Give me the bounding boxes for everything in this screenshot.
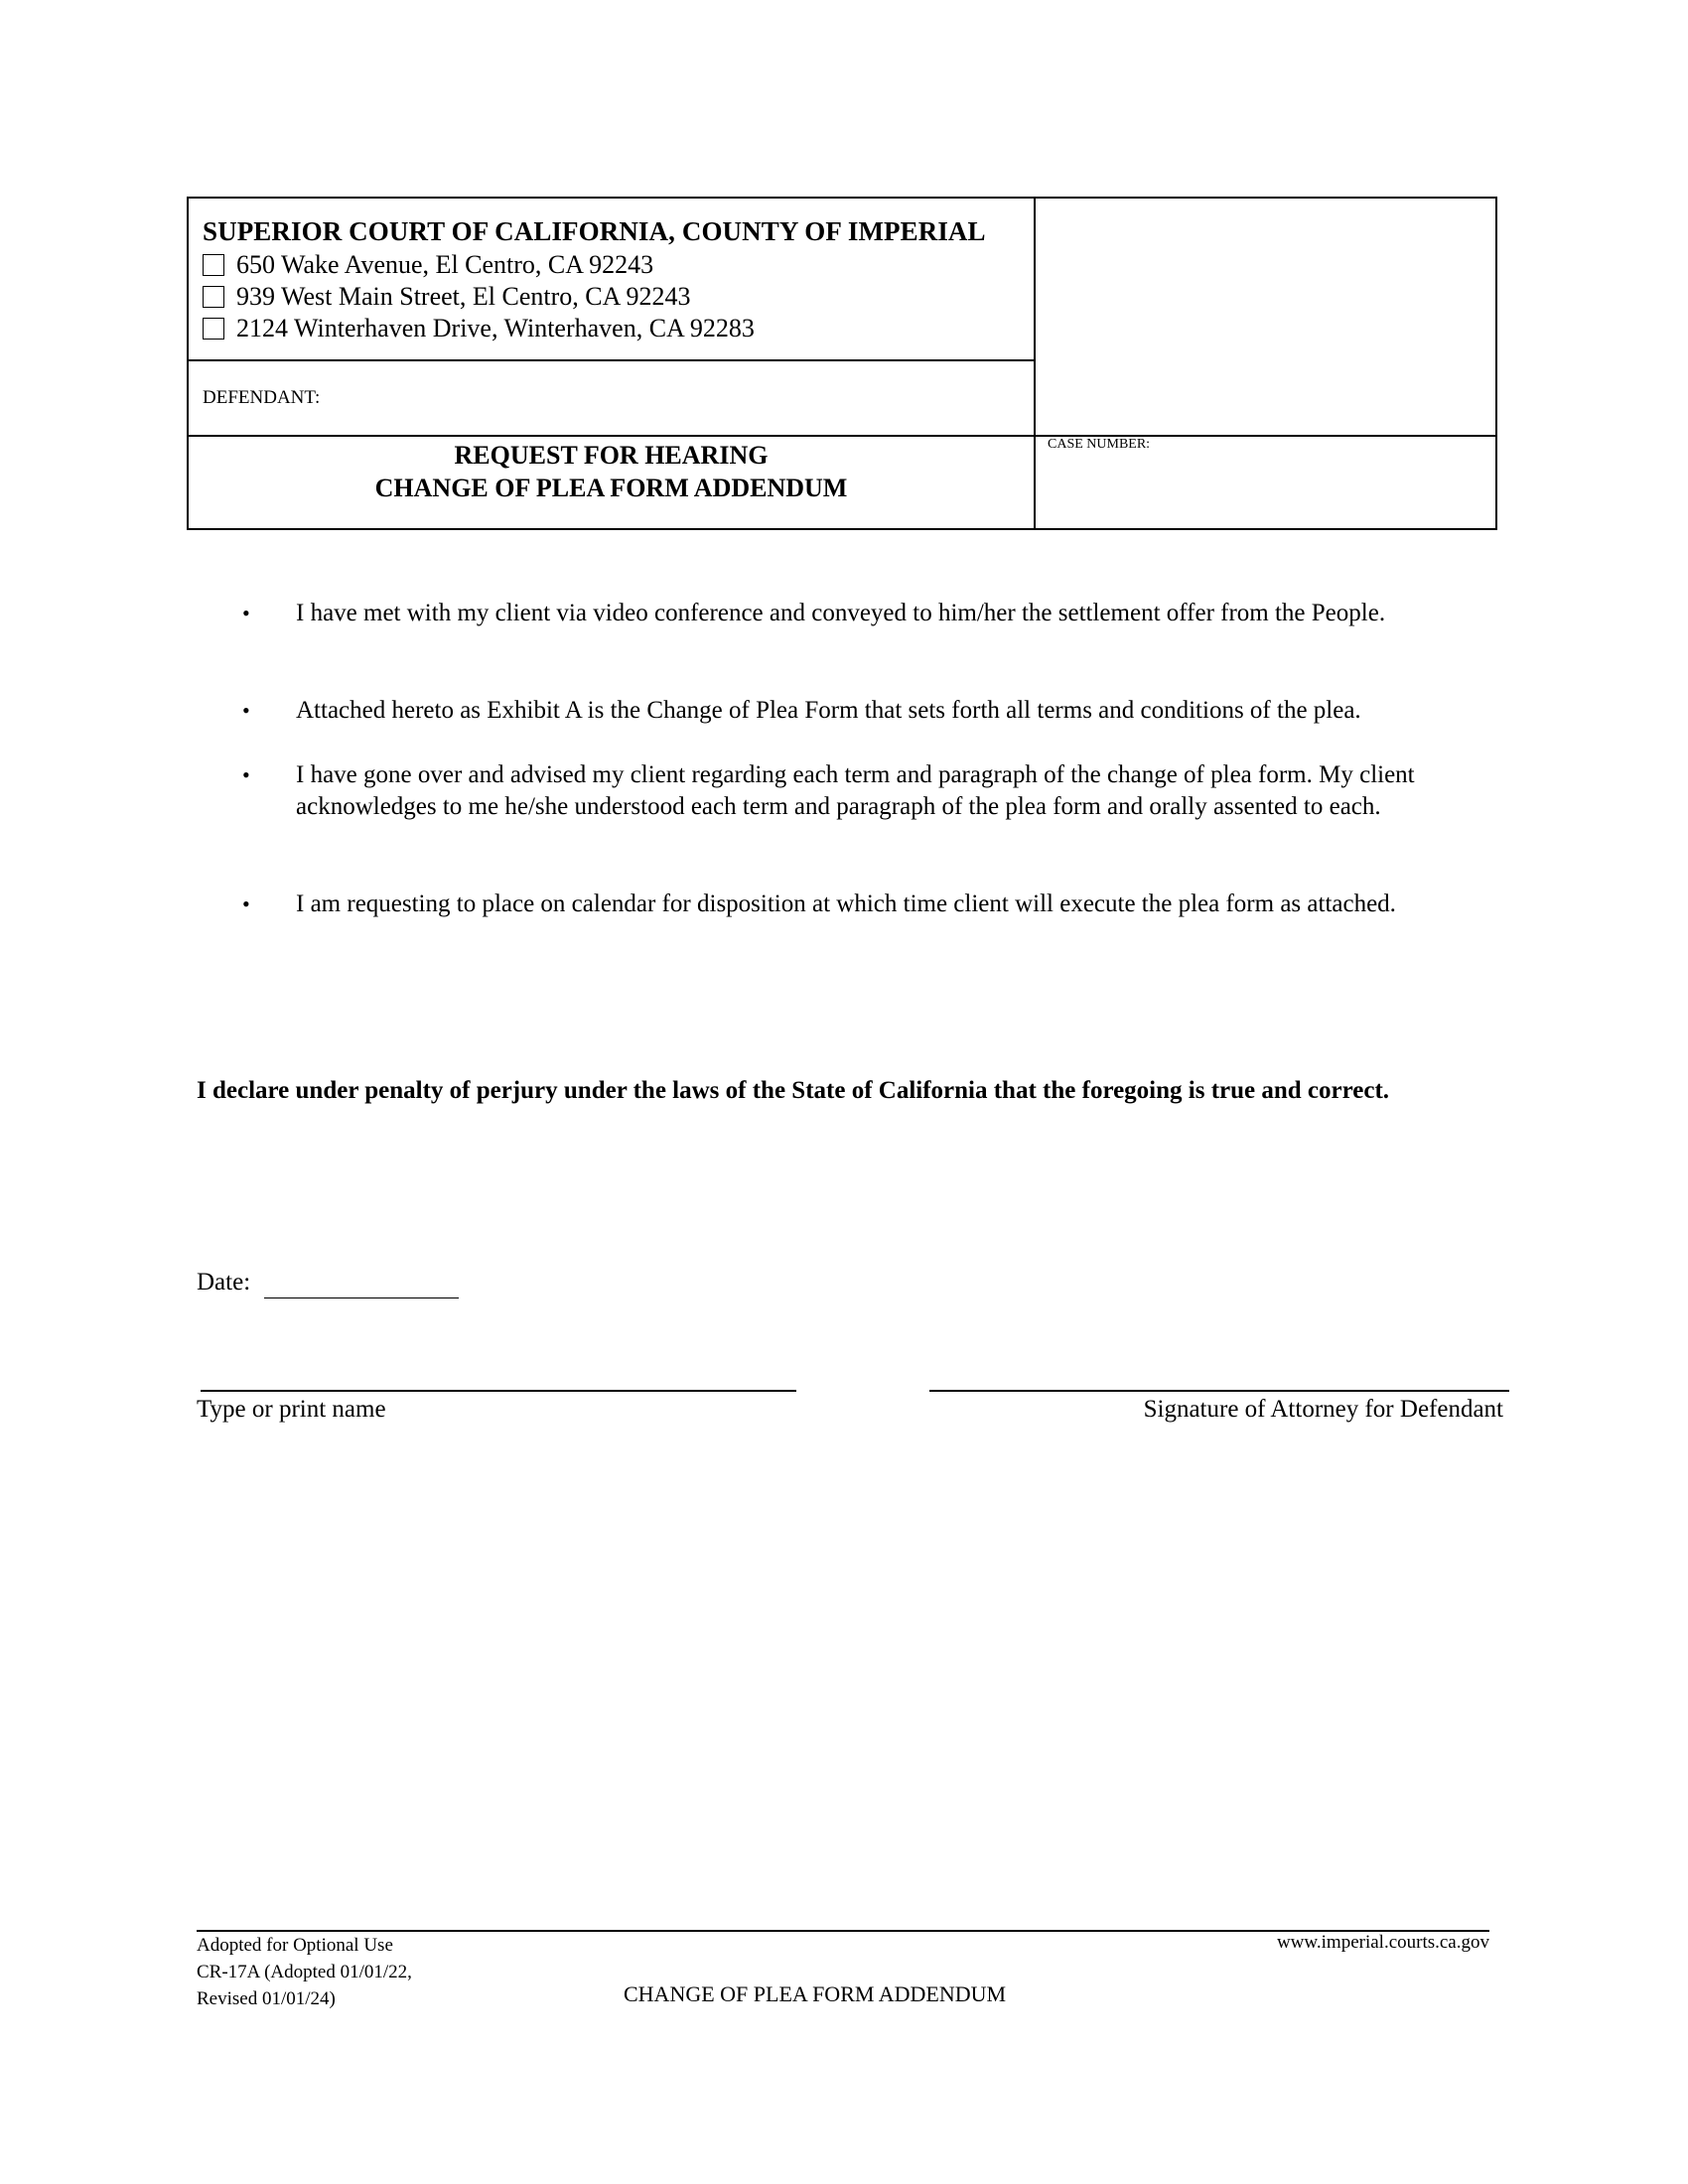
list-item-text: I have gone over and advised my client regarding each term and paragraph of the change of plea form. My client acknowledges to me he/she understood each term and paragraph of the plea form and orally assented to each.: [296, 761, 1415, 820]
court-name: SUPERIOR COURT OF CALIFORNIA, COUNTY OF IMPERIAL: [203, 216, 986, 246]
date-label: Date:: [197, 1269, 251, 1296]
list-item: [238, 759, 1547, 823]
caption-divider-title: [189, 435, 1495, 437]
print-name-label: Type or print name: [197, 1396, 386, 1423]
bullet-icon: •: [242, 891, 250, 916]
checkbox-icon[interactable]: [203, 254, 224, 276]
footer-revised: Revised 01/01/24): [197, 1988, 336, 2009]
list-item-text: Attached hereto as Exhibit A is the Change of Plea Form that sets forth all terms and conditions of the plea.: [296, 697, 1361, 724]
bullet-icon: •: [242, 601, 250, 625]
footer-form-info: [197, 1932, 412, 2012]
list-item: [238, 598, 1547, 629]
footer-website[interactable]: www.imperial.courts.ca.gov: [1276, 1932, 1489, 1953]
address-option-3[interactable]: [203, 314, 755, 343]
address-option-1[interactable]: [203, 250, 653, 280]
list-item: [238, 888, 1547, 920]
print-name-line[interactable]: [201, 1390, 796, 1392]
declaration-statement: I declare under penalty of perjury under the laws of the State of California that the foregoing is true and correct.: [197, 1077, 1390, 1104]
address-label: 939 West Main Street, El Centro, CA 92243: [236, 282, 691, 311]
list-item-text: I am requesting to place on calendar for disposition at which time client will execute the plea form as attached.: [296, 890, 1396, 917]
list-item: [238, 695, 1547, 727]
form-title: [189, 439, 1034, 504]
form-title-line-2: CHANGE OF PLEA FORM ADDENDUM: [374, 474, 848, 502]
caption-box: [187, 197, 1497, 530]
footer-adopted: Adopted for Optional Use: [197, 1935, 393, 1956]
checkbox-icon[interactable]: [203, 318, 224, 340]
address-label: 2124 Winterhaven Drive, Winterhaven, CA 92283: [236, 314, 755, 342]
date-input-line[interactable]: [264, 1297, 459, 1298]
checkbox-icon[interactable]: [203, 286, 224, 308]
defendant-label: DEFENDANT:: [203, 387, 321, 408]
list-item-text: I have met with my client via video conference and conveyed to him/her the settlement offer from the People.: [296, 600, 1386, 626]
case-number-label: CASE NUMBER:: [1048, 437, 1151, 452]
footer-form-name: CHANGE OF PLEA FORM ADDENDUM: [624, 1981, 1007, 2006]
bullet-icon: •: [242, 698, 250, 723]
bullet-icon: •: [242, 762, 250, 787]
caption-divider-court: [189, 359, 1034, 361]
signature-line[interactable]: [929, 1390, 1509, 1392]
signature-label: Signature of Attorney for Defendant: [1143, 1396, 1503, 1423]
address-label: 650 Wake Avenue, El Centro, CA 92243: [236, 250, 654, 279]
address-option-2[interactable]: [203, 282, 690, 312]
form-title-line-1: REQUEST FOR HEARING: [454, 441, 769, 470]
footer-form-number: CR-17A (Adopted 01/01/22,: [197, 1962, 412, 1982]
caption-divider-vertical: [1034, 199, 1036, 528]
